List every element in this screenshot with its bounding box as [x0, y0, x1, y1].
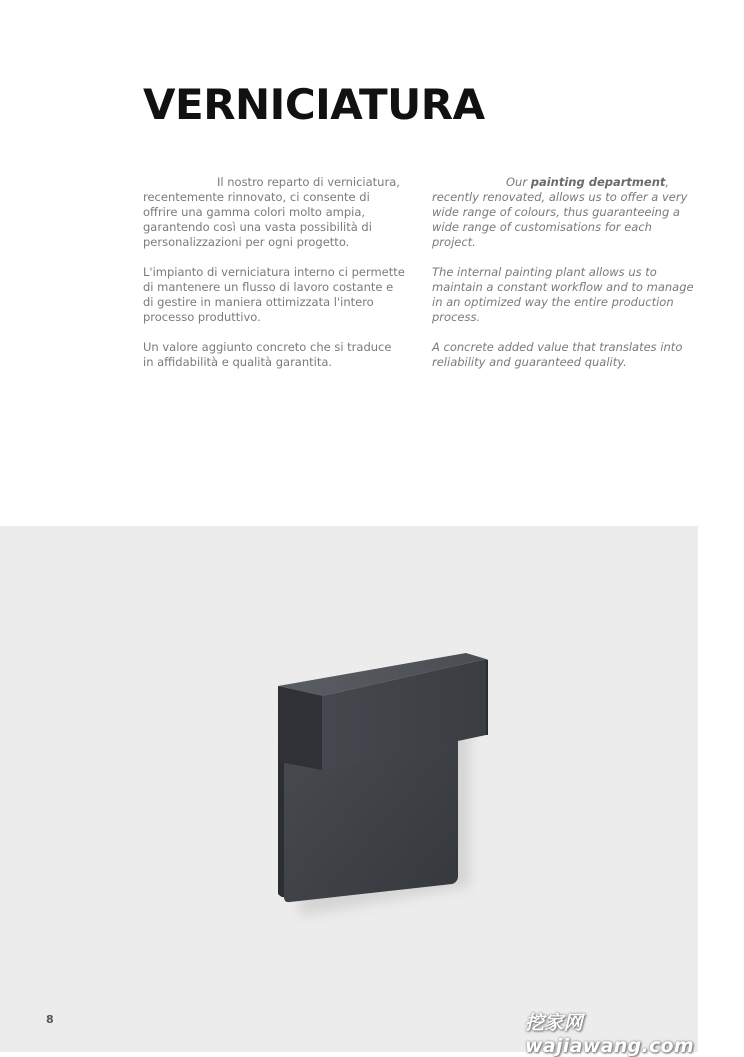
- italian-text-column: [143, 175, 405, 385]
- cabinet-handle-image: [0, 526, 698, 1052]
- english-paragraph-1: [432, 175, 694, 250]
- english-text-column: [432, 175, 694, 385]
- italian-paragraph-3: Un valore aggiunto concreto che si traduce in affidabilità e qualità garantita.: [143, 340, 392, 369]
- english-paragraph-1-highlight: painting department: [530, 175, 666, 189]
- italian-paragraph-1: [143, 175, 405, 250]
- product-photo: [0, 526, 698, 1052]
- italian-paragraph-2: L'impianto di verniciatura interno ci permette di mantenere un flusso di lavoro costante e di gestire in maniera ottimizzata l'intero processo produttivo.: [143, 265, 405, 324]
- page-title: VERNICIATURA: [143, 80, 485, 129]
- english-paragraph-2: The internal painting plant allows us to maintain a constant workflow and to manage in an optimized way the entire production process.: [432, 265, 694, 324]
- english-paragraph-1-start: Our: [506, 175, 531, 189]
- watermark: 挖家网 wajiawang.com: [525, 1012, 694, 1057]
- english-paragraph-1-rest: , recently renovated, allows us to offer a very wide range of colours, thus guaranteeing a wide range of customisations for each project.: [432, 175, 688, 249]
- page-number: 8: [46, 1013, 54, 1026]
- english-paragraph-3: A concrete added value that translates into reliability and guaranteed quality.: [432, 340, 683, 369]
- italian-paragraph-1-text: Il nostro reparto di verniciatura, recentemente rinnovato, ci consente di offrire una gamma colori molto ampia, garantendo così una vasta possibilità di personalizzazioni per ogni progetto.: [143, 175, 400, 249]
